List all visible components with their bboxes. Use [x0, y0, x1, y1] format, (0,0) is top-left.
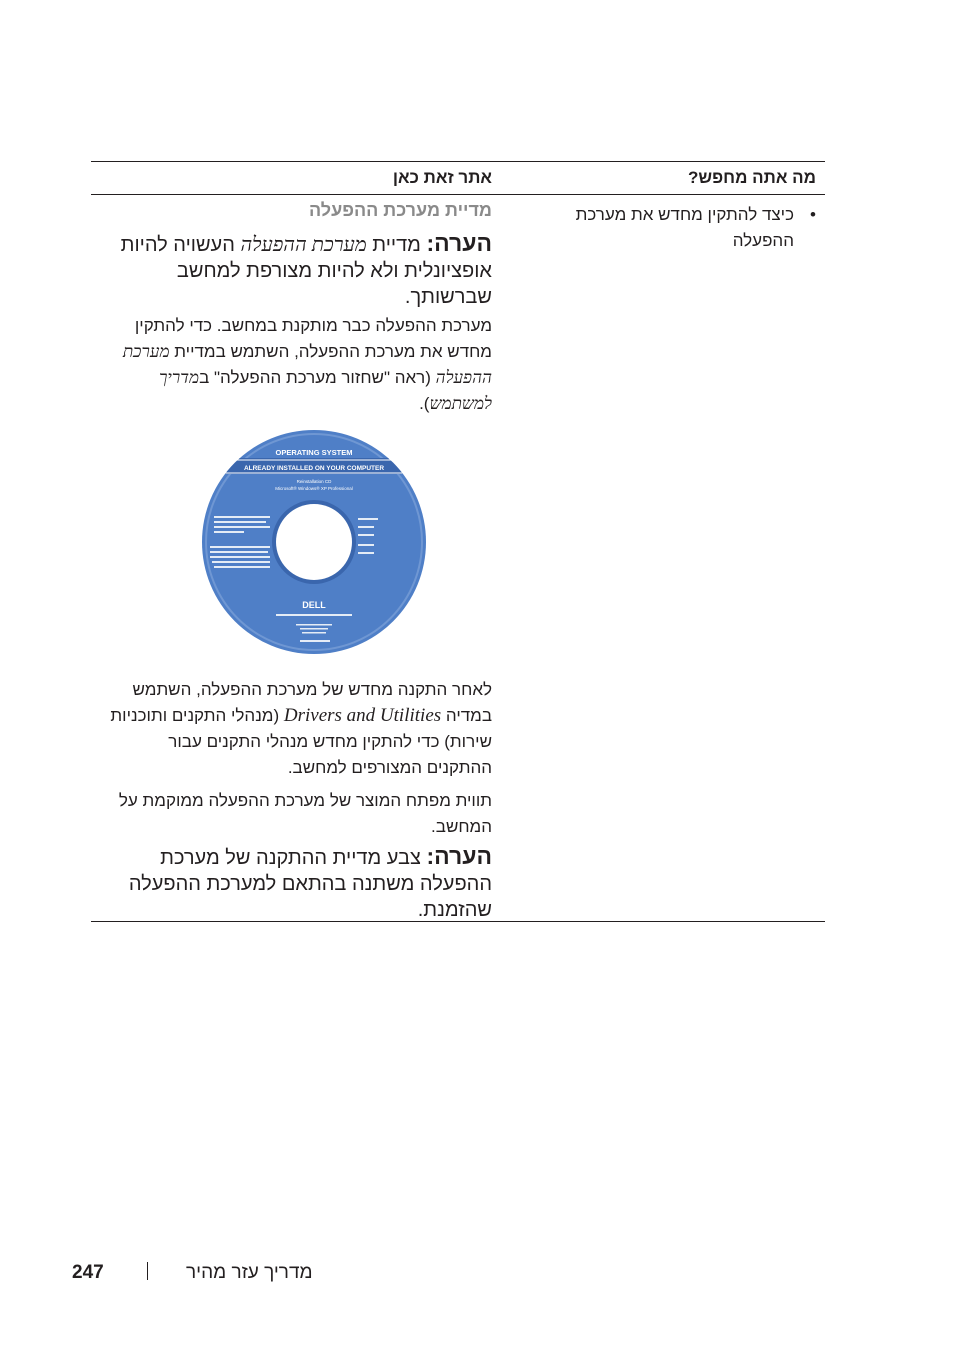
cd-subtitle-2: Microsoft® Windows® XP Professional: [275, 486, 353, 491]
paragraph-italic: מערכת ההפעלה: [122, 342, 492, 387]
section-title: מדיית מערכת ההפעלה: [309, 200, 492, 220]
cd-subtitle-1: Reinstallation CD: [296, 479, 332, 484]
os-cd-image: [200, 428, 428, 656]
paragraph-reinstall: [100, 313, 492, 417]
right-column: [540, 202, 816, 254]
footer-title: מדריך עזר מהיר: [186, 1262, 313, 1283]
paragraph-text: תווית מפתח המוצר של מערכת ההפעלה ממוקמת על המחשב.: [118, 791, 492, 836]
paragraph-text: מערכת ההפעלה כבר מותקנת במחשב. כדי להתקין מחדש את מערכת ההפעלה, השתמש במדיית: [134, 316, 492, 361]
header-right-column: מה אתה מחפש?: [688, 168, 816, 187]
paragraph-italic: Drivers and Utilities: [283, 705, 442, 726]
note-text: צבע מדיית ההתקנה של מערכת ההפעלה משתנה בהתאם למערכת ההפעלה שהזמנת.: [128, 847, 492, 921]
dell-logo: DELL: [302, 600, 326, 610]
note-text: מדיית: [366, 234, 427, 256]
footer-separator: [147, 1262, 148, 1280]
paragraph-text: ).: [419, 394, 430, 413]
table-header-rule: [91, 194, 825, 195]
paragraph-text: (מנהלי התקנים ותוכניות שירות) כדי להתקין מחדש מנהלי התקנים עבור ההתקנים המצורפים למחשב.: [110, 706, 492, 777]
note-text: ה: [222, 234, 241, 256]
paragraph-text: (ראה "שחזור מערכת ההפעלה" ב: [199, 368, 436, 387]
cd-disc-icon: [200, 428, 428, 656]
cd-banner-top: OPERATING SYSTEM: [275, 448, 353, 457]
note-italic: מערכת ההפעלה: [240, 234, 367, 256]
table-top-rule: [91, 161, 825, 162]
paragraph-text: לאחר התקנה מחדש של מערכת ההפעלה, השתמש במדיה: [132, 680, 492, 725]
note-optional-media: [100, 230, 492, 310]
table-bottom-rule: [91, 921, 825, 922]
list-item: [540, 202, 816, 254]
note-label: הערה:: [426, 230, 492, 256]
paragraph-product-key: [100, 788, 492, 840]
note-label: הערה:: [426, 843, 492, 869]
note-media-color: [100, 843, 492, 923]
bullet-icon: •: [810, 205, 816, 224]
page-number: 247: [72, 1262, 104, 1283]
header-left-column: אתר זאת כאן: [392, 168, 492, 187]
paragraph-drivers: [100, 677, 492, 781]
list-item-text: כיצד להתקין מחדש את מערכת ההפעלה: [575, 205, 794, 250]
note-text: עשויה להיות אופציונלית ולא להיות מצורפת למחשב שברשותך.: [120, 234, 492, 308]
cd-banner-bottom: ALREADY INSTALLED ON YOUR COMPUTER: [243, 465, 385, 472]
paragraph-italic: מדריך למשתמש: [159, 368, 492, 413]
